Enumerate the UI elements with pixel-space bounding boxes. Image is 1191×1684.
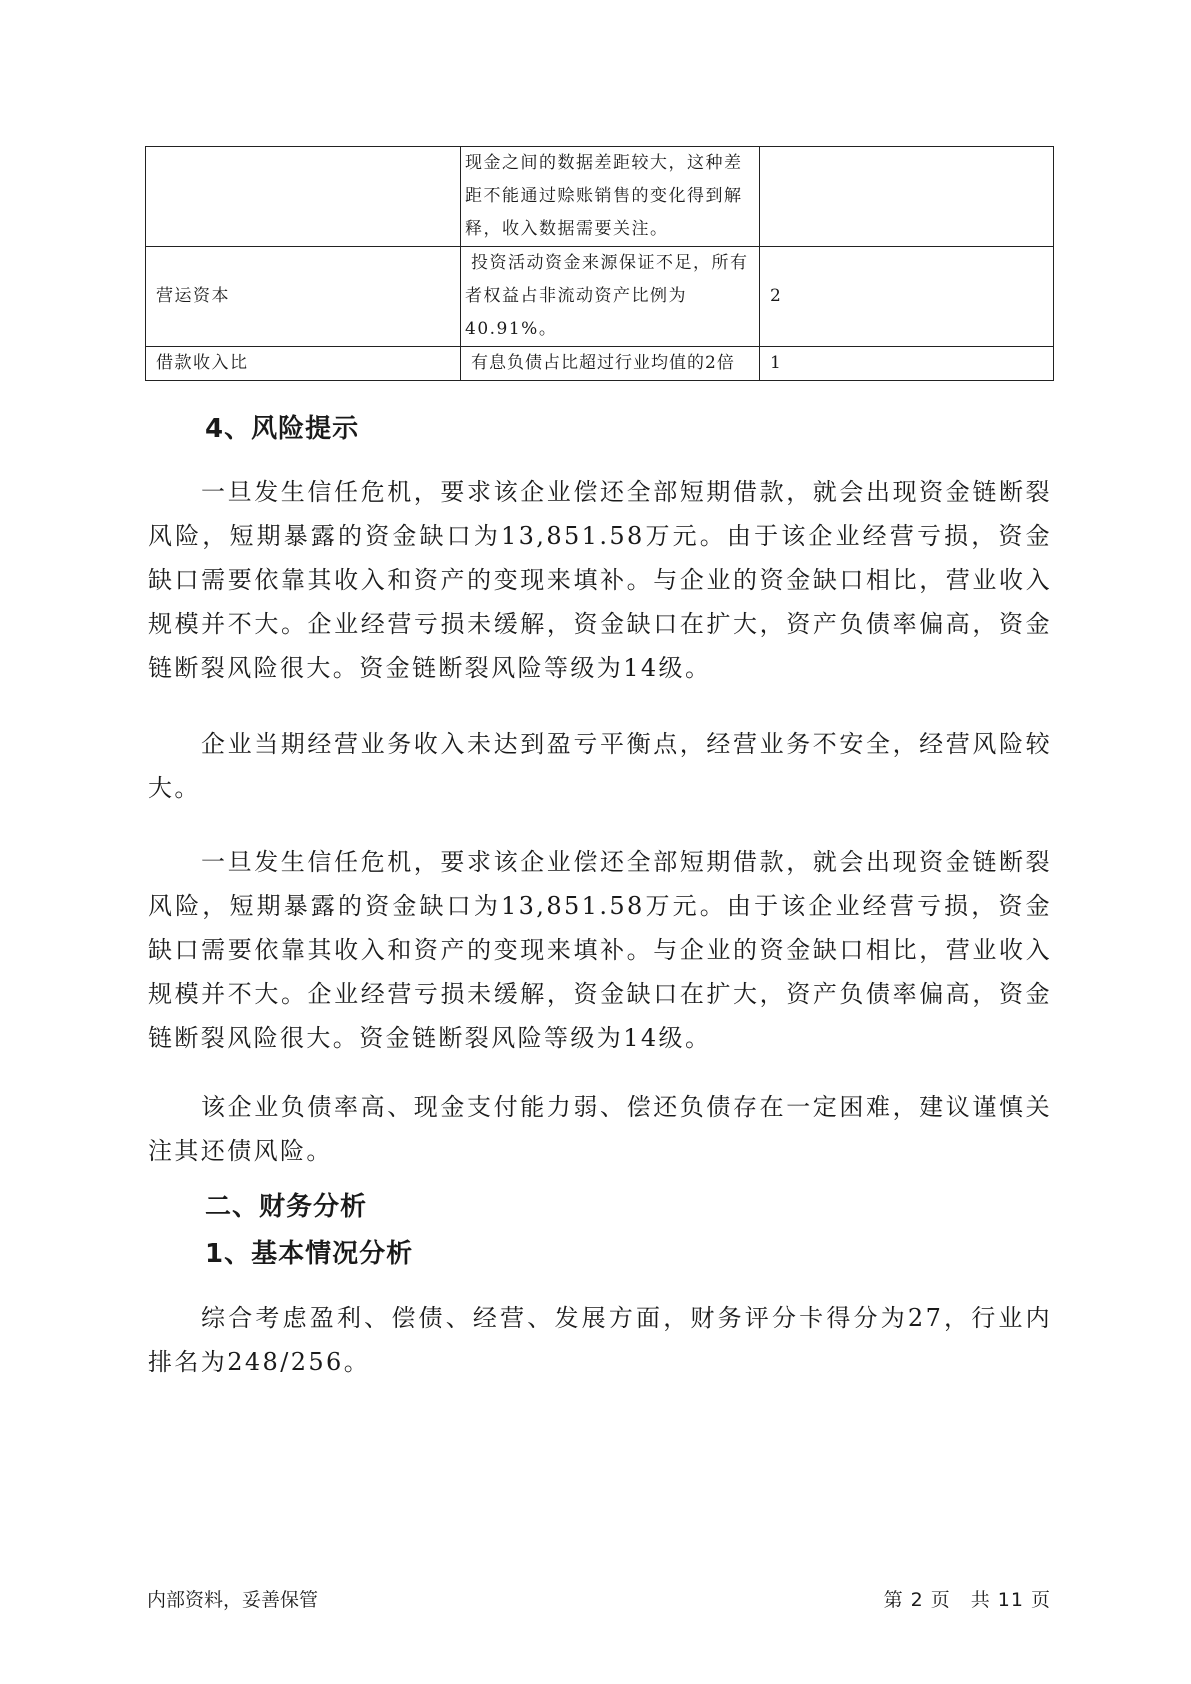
description-cell: 现金之间的数据差距较大，这种差距不能通过赊账销售的变化得到解释，收入数据需要关注。 [461, 147, 760, 247]
risk-indicator-table [145, 146, 1054, 381]
basic-analysis-paragraph: 综合考虑盈利、偿债、经营、发展方面，财务评分卡得分为27，行业内排名为248/256。 [148, 1304, 1052, 1376]
risk-paragraph-2: 企业当期经营业务收入未达到盈亏平衡点，经营业务不安全，经营风险较大。 [148, 730, 1052, 802]
indicator-cell: 营运资本 [146, 247, 461, 347]
basic-analysis-subheading: 1、基本情况分析 [205, 1239, 414, 1269]
table-row [146, 347, 1054, 381]
score-cell: 2 [760, 247, 1054, 347]
risk-paragraph-1: 一旦发生信任危机，要求该企业偿还全部短期借款，就会出现资金链断裂风险，短期暴露的资金缺口为13,851.58万元。由于该企业经营亏损，资金缺口需要依靠其收入和资产的变现来填补。与企业的资金缺口相比，营业收入规模并不大。企业经营亏损未缓解，资金缺口在扩大，资产负债率偏高，资金链断裂风险很大。资金链断裂风险等级为14级。 [148, 478, 1052, 682]
risk-paragraph-4: 该企业负债率高、现金支付能力弱、偿还负债存在一定困难，建议谨慎关注其还债风险。 [148, 1093, 1052, 1165]
indicator-cell: 借款收入比 [146, 347, 461, 381]
table-row [146, 247, 1054, 347]
risk-paragraph-3: 一旦发生信任危机，要求该企业偿还全部短期借款，就会出现资金链断裂风险，短期暴露的资金缺口为13,851.58万元。由于该企业经营亏损，资金缺口需要依靠其收入和资产的变现来填补。与企业的资金缺口相比，营业收入规模并不大。企业经营亏损未缓解，资金缺口在扩大，资产负债率偏高，资金链断裂风险很大。资金链断裂风险等级为14级。 [148, 848, 1052, 1052]
indicator-cell [146, 147, 461, 247]
risk-heading: 4、风险提示 [205, 414, 360, 444]
page-number: 第 2 页 共 11 页 [883, 1589, 1051, 1611]
description-cell: 投资活动资金来源保证不足，所有者权益占非流动资产比例为40.91%。 [461, 247, 760, 347]
finance-heading: 二、财务分析 [205, 1192, 368, 1222]
footer-confidential-note: 内部资料，妥善保管 [147, 1589, 319, 1611]
table-row [146, 147, 1054, 247]
description-cell: 有息负债占比超过行业均值的2倍 [461, 347, 760, 381]
score-cell [760, 147, 1054, 247]
score-cell: 1 [760, 347, 1054, 381]
